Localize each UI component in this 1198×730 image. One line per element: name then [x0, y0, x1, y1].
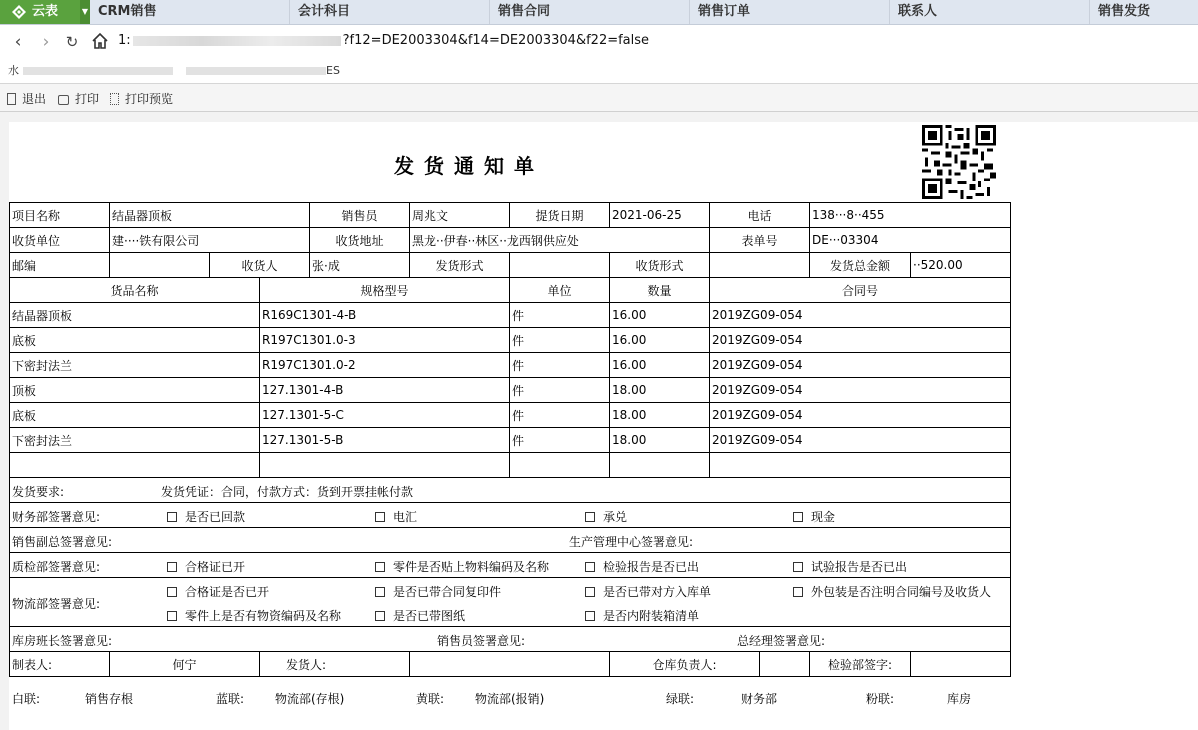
item-spec: 127.1301-5-B — [260, 428, 510, 453]
shipment-form — [9, 202, 1011, 677]
receive-mode-value[interactable] — [710, 253, 810, 278]
item-qty: 18.00 — [610, 378, 710, 403]
app-logo-label: 云表 — [32, 4, 59, 19]
bookmarks-bar — [0, 59, 1198, 84]
legend-green-value: 财务部 — [741, 692, 778, 706]
table-row[interactable] — [10, 353, 1011, 378]
page-title: 发货通知单 — [394, 154, 544, 178]
checkbox-warehouse-receipt[interactable]: 是否已带对方入库单 — [585, 583, 711, 600]
bookmark-item[interactable]: 水 ES — [8, 64, 340, 77]
app-logo-menu[interactable] — [0, 0, 90, 24]
checkbox-test-report[interactable]: 试验报告是否已出 — [793, 558, 907, 575]
logistics-row — [10, 578, 1011, 627]
inspect-value[interactable] — [911, 652, 1011, 677]
url-suffix: ?f12=DE2003304&f14=DE2003304&f22=false — [342, 33, 650, 48]
item-unit: 件 — [510, 353, 610, 378]
logistics-label: 物流部签署意见: — [12, 597, 101, 611]
legend-pink-value: 库房 — [947, 692, 972, 706]
item-qty: 16.00 — [610, 328, 710, 353]
item-qty: 18.00 — [610, 403, 710, 428]
item-spec: R169C1301-4-B — [260, 303, 510, 328]
ship-mode-value[interactable] — [510, 253, 610, 278]
consignee-unit-value[interactable]: 建····铁有限公司 — [110, 228, 310, 253]
checkbox-inspection-report[interactable]: 检验报告是否已出 — [585, 558, 699, 575]
item-contract: 2019ZG09-054 — [710, 403, 1011, 428]
table-row[interactable] — [10, 428, 1011, 453]
signoff-row — [10, 627, 1011, 652]
item-unit: 件 — [510, 378, 610, 403]
total-label: 发货总金额 — [810, 253, 911, 278]
project-value[interactable]: 结晶器顶板 — [110, 203, 310, 228]
qc-row — [10, 553, 1011, 578]
ship-req-row — [10, 478, 1011, 503]
approval-row — [10, 528, 1011, 553]
project-label: 项目名称 — [10, 203, 110, 228]
copy-legend — [9, 688, 1010, 708]
gm-label: 总经理签署意见: — [737, 634, 826, 648]
table-row-empty[interactable] — [10, 453, 1011, 478]
legend-pink-label: 粉联: — [866, 692, 895, 706]
tab-contacts[interactable]: 联系人 — [890, 0, 1090, 24]
tab-sales-order[interactable]: 销售订单 — [690, 0, 890, 24]
item-name: 底板 — [10, 403, 260, 428]
checkbox-packing-list[interactable]: 是否内附装箱清单 — [585, 607, 699, 624]
print-preview-icon — [110, 93, 119, 105]
salesman-sign-label: 销售员签署意见: — [437, 634, 526, 648]
consignee-unit-label: 收货单位 — [10, 228, 110, 253]
vp-label: 销售副总签署意见: — [12, 535, 113, 549]
logo-diamond-icon — [12, 5, 26, 19]
postcode-value[interactable] — [110, 253, 210, 278]
qc-label: 质检部签署意见: — [12, 560, 101, 574]
checkbox-returned-payment[interactable]: 是否已回款 — [167, 508, 245, 525]
form-no-label: 表单号 — [710, 228, 810, 253]
phone-value[interactable]: 138···8··455 — [810, 203, 1011, 228]
tab-crm-sales[interactable]: CRM销售 — [90, 0, 290, 24]
address-value[interactable]: 黑龙··伊春··林区··龙西钢供应处 — [410, 228, 710, 253]
production-label: 生产管理中心签署意见: — [569, 535, 694, 549]
col-goods-name: 货品名称 — [10, 278, 260, 303]
tab-sales-contract[interactable]: 销售合同 — [490, 0, 690, 24]
checkbox-drawings[interactable]: 是否已带图纸 — [375, 607, 465, 624]
exit-icon — [7, 93, 16, 105]
item-name: 底板 — [10, 328, 260, 353]
report-toolbar — [0, 84, 1198, 112]
checkbox-wire-transfer[interactable]: 电汇 — [375, 508, 417, 525]
item-spec: R197C1301.0-3 — [260, 328, 510, 353]
col-spec: 规格型号 — [260, 278, 510, 303]
caret-down-icon[interactable]: ▼ — [80, 0, 90, 24]
item-name: 下密封法兰 — [10, 428, 260, 453]
item-spec: R197C1301.0-2 — [260, 353, 510, 378]
col-qty: 数量 — [610, 278, 710, 303]
address-label: 收货地址 — [310, 228, 410, 253]
col-unit: 单位 — [510, 278, 610, 303]
finance-row — [10, 503, 1011, 528]
refresh-icon[interactable]: ↻ — [65, 33, 79, 51]
forward-icon[interactable]: › — [42, 32, 50, 52]
ship-mode-label: 发货形式 — [410, 253, 510, 278]
item-unit: 件 — [510, 328, 610, 353]
table-row[interactable] — [10, 328, 1011, 353]
address-bar[interactable] — [118, 33, 649, 48]
item-contract: 2019ZG09-054 — [710, 328, 1011, 353]
report-paper — [9, 122, 1198, 730]
item-name: 顶板 — [10, 378, 260, 403]
legend-blue-label: 蓝联: — [216, 692, 245, 706]
table-row[interactable] — [10, 378, 1011, 403]
printer-icon — [58, 95, 69, 105]
item-contract: 2019ZG09-054 — [710, 428, 1011, 453]
maker-label: 制表人: — [10, 652, 110, 677]
item-unit: 件 — [510, 303, 610, 328]
table-row[interactable] — [10, 303, 1011, 328]
checkbox-part-labeled[interactable]: 零件是否贴上物料编码及名称 — [375, 558, 549, 575]
table-row[interactable] — [10, 403, 1011, 428]
pickup-date-label: 提货日期 — [510, 203, 610, 228]
total-value[interactable]: ··520.00 — [911, 253, 1011, 278]
warehouse-mgr-value[interactable] — [760, 652, 810, 677]
item-qty: 18.00 — [610, 428, 710, 453]
app-tab-bar — [0, 0, 1198, 25]
checkbox-contract-copy[interactable]: 是否已带合同复印件 — [375, 583, 501, 600]
receiver-value[interactable]: 张·成 — [310, 253, 410, 278]
inspect-label: 检验部签字: — [810, 652, 911, 677]
url-prefix: 1: — [118, 33, 131, 48]
legend-yellow-value: 物流部(报销) — [475, 692, 545, 706]
shipper-label: 发货人: — [260, 652, 410, 677]
checkbox-cert-issued-logistics[interactable]: 合格证是否已开 — [167, 583, 269, 600]
checkbox-cash[interactable]: 现金 — [793, 508, 835, 525]
col-contract: 合同号 — [710, 278, 1011, 303]
home-icon[interactable] — [90, 32, 110, 52]
print-button[interactable]: 打印 — [58, 90, 99, 107]
exit-button[interactable]: 退出 — [7, 90, 46, 107]
receiver-label: 收货人 — [210, 253, 310, 278]
qr-code-icon — [922, 125, 996, 199]
sales-label: 销售员 — [310, 203, 410, 228]
browser-nav-bar — [0, 25, 1198, 59]
phone-label: 电话 — [710, 203, 810, 228]
legend-green-label: 绿联: — [666, 692, 695, 706]
item-contract: 2019ZG09-054 — [710, 303, 1011, 328]
checkbox-material-code[interactable]: 零件上是否有物资编码及名称 — [167, 607, 341, 624]
shipper-value[interactable] — [410, 652, 610, 677]
item-name: 下密封法兰 — [10, 353, 260, 378]
checkbox-package-marked[interactable]: 外包装是否注明合同编号及收货人 — [793, 583, 991, 600]
legend-white-value: 销售存根 — [85, 692, 134, 706]
item-contract: 2019ZG09-054 — [710, 353, 1011, 378]
tab-sales-shipment[interactable]: 销售发货 — [1098, 4, 1151, 19]
item-spec: 127.1301-4-B — [260, 378, 510, 403]
checkbox-acceptance[interactable]: 承兑 — [585, 508, 627, 525]
item-spec: 127.1301-5-C — [260, 403, 510, 428]
item-qty: 16.00 — [610, 353, 710, 378]
receive-mode-label: 收货形式 — [610, 253, 710, 278]
warehouse-mgr-label: 仓库负责人: — [610, 652, 760, 677]
pickup-date-value[interactable]: 2021-06-25 — [610, 203, 710, 228]
tab-accounting-subjects[interactable]: 会计科目 — [290, 0, 490, 24]
ship-req-value: 发货凭证：合同，付款方式：货到开票挂帐付款 — [161, 485, 414, 499]
postcode-label: 邮编 — [10, 253, 110, 278]
warehouse-lead-label: 库房班长签署意见: — [12, 634, 113, 648]
legend-blue-value: 物流部(存根) — [275, 692, 345, 706]
item-unit: 件 — [510, 428, 610, 453]
ship-req-label: 发货要求: — [12, 485, 65, 499]
legend-white-label: 白联: — [12, 692, 41, 706]
checkbox-cert-issued[interactable]: 合格证已开 — [167, 558, 245, 575]
item-contract: 2019ZG09-054 — [710, 378, 1011, 403]
item-unit: 件 — [510, 403, 610, 428]
sales-value[interactable]: 周兆文 — [410, 203, 510, 228]
item-name: 结晶器顶板 — [10, 303, 260, 328]
form-no-value[interactable]: DE···03304 — [810, 228, 1011, 253]
legend-yellow-label: 黄联: — [416, 692, 445, 706]
maker-value[interactable]: 何宁 — [110, 652, 260, 677]
finance-label: 财务部签署意见: — [12, 510, 101, 524]
item-qty: 16.00 — [610, 303, 710, 328]
back-icon[interactable]: ‹ — [14, 32, 22, 52]
print-preview-button[interactable]: 打印预览 — [110, 90, 173, 107]
